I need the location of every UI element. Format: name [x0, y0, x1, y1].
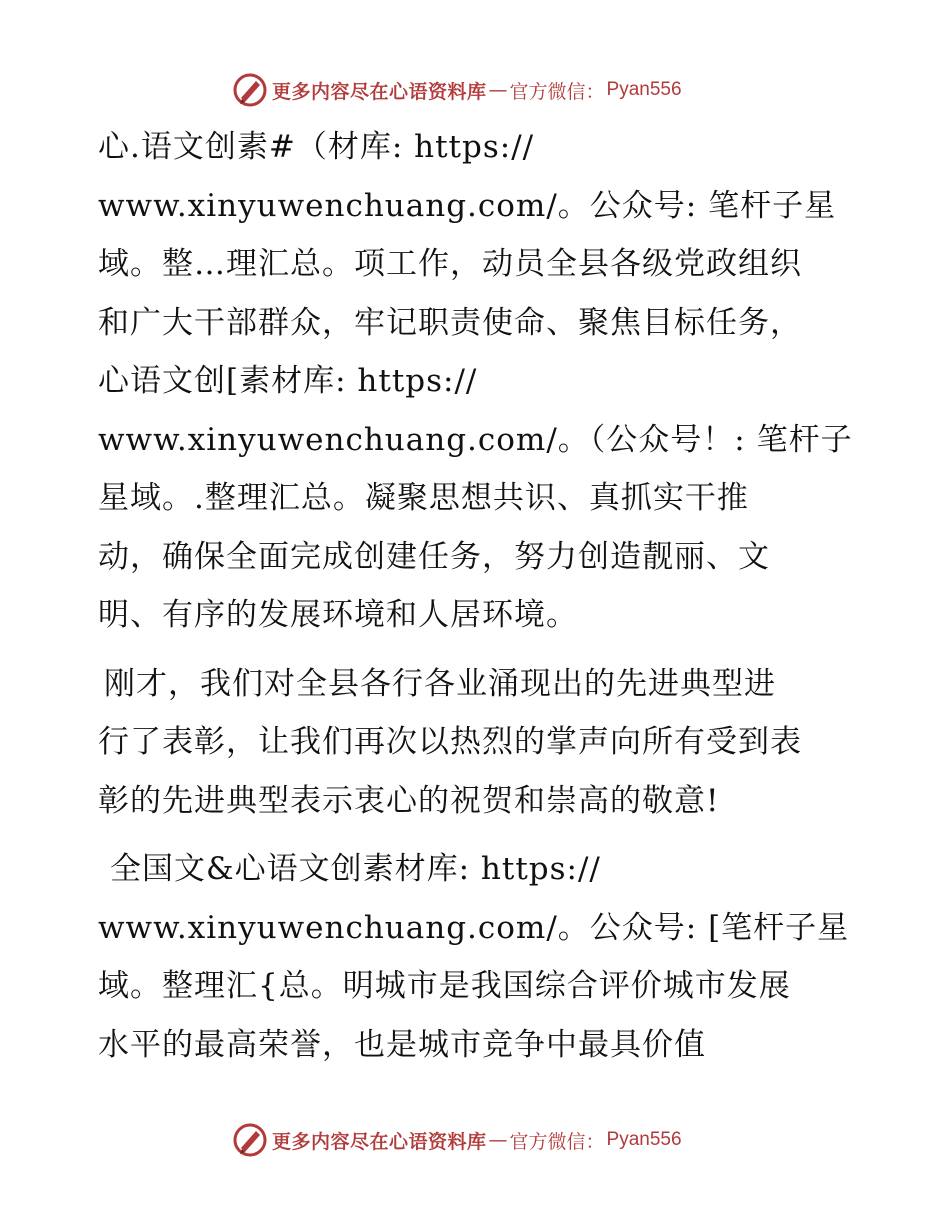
- text-line: 心语文创[素材库: https://: [98, 363, 478, 399]
- paragraph-1: [98, 118, 858, 645]
- text-line: 心.语文创素#（材库: https://: [98, 129, 535, 165]
- footer-banner: [232, 1120, 732, 1160]
- banner-separator: —: [488, 1129, 508, 1151]
- text-line: www.xinyuwenchuang.com/。公众号: 笔杆子星: [98, 187, 837, 224]
- wechat-id: Pyan556: [606, 1129, 682, 1150]
- text-line: 彰的先进典型表示衷心的祝贺和崇高的敬意!: [98, 782, 720, 819]
- wechat-id: Pyan556: [606, 79, 682, 100]
- text-line: 星域。.整理汇总。凝聚思想共识、真抓实干推: [98, 480, 749, 516]
- text-line: 全国文&心语文创素材库: https://: [110, 851, 601, 887]
- document-body: [98, 118, 858, 1074]
- text-line: 行了表彰，让我们再次以热烈的掌声向所有受到表: [98, 724, 802, 760]
- text-line: 刚才，我们对全县各行各业涌现出的先进典型进: [104, 665, 776, 702]
- text-line: 动，确保全面完成创建任务，努力创造靓丽、文: [98, 538, 770, 575]
- text-line: 水平的最高荣誉，也是城市竞争中最具价值: [98, 1026, 706, 1063]
- paragraph-gap: [98, 830, 858, 840]
- wechat-label: 官方微信：: [509, 1130, 605, 1153]
- logo-icon: [232, 1122, 268, 1158]
- paragraph-2: [98, 655, 858, 831]
- text-line: www.xinyuwenchuang.com/。公众号: [笔杆子星: [98, 909, 850, 946]
- header-banner: [232, 70, 732, 110]
- logo-icon: [232, 72, 268, 108]
- text-line: 域。整…理汇总。项工作，动员全县各级党政组织: [98, 246, 802, 282]
- text-line: 明、有序的发展环境和人居环境。: [98, 597, 578, 633]
- text-line: www.xinyuwenchuang.com/。（公众号！: 笔杆子: [98, 421, 853, 458]
- text-line: 和广大干部群众，牢记职责使命、聚焦目标任务，: [98, 304, 802, 341]
- banner-separator: —: [488, 79, 508, 101]
- wechat-label: 官方微信：: [509, 80, 605, 103]
- paragraph-gap: [98, 645, 858, 655]
- banner-text: 更多内容尽在心语资料库: [272, 80, 487, 103]
- banner-text: 更多内容尽在心语资料库: [272, 1130, 487, 1153]
- paragraph-3: [98, 840, 858, 1074]
- text-line: 域。整理汇{总。明城市是我国综合评价城市发展: [98, 968, 791, 1004]
